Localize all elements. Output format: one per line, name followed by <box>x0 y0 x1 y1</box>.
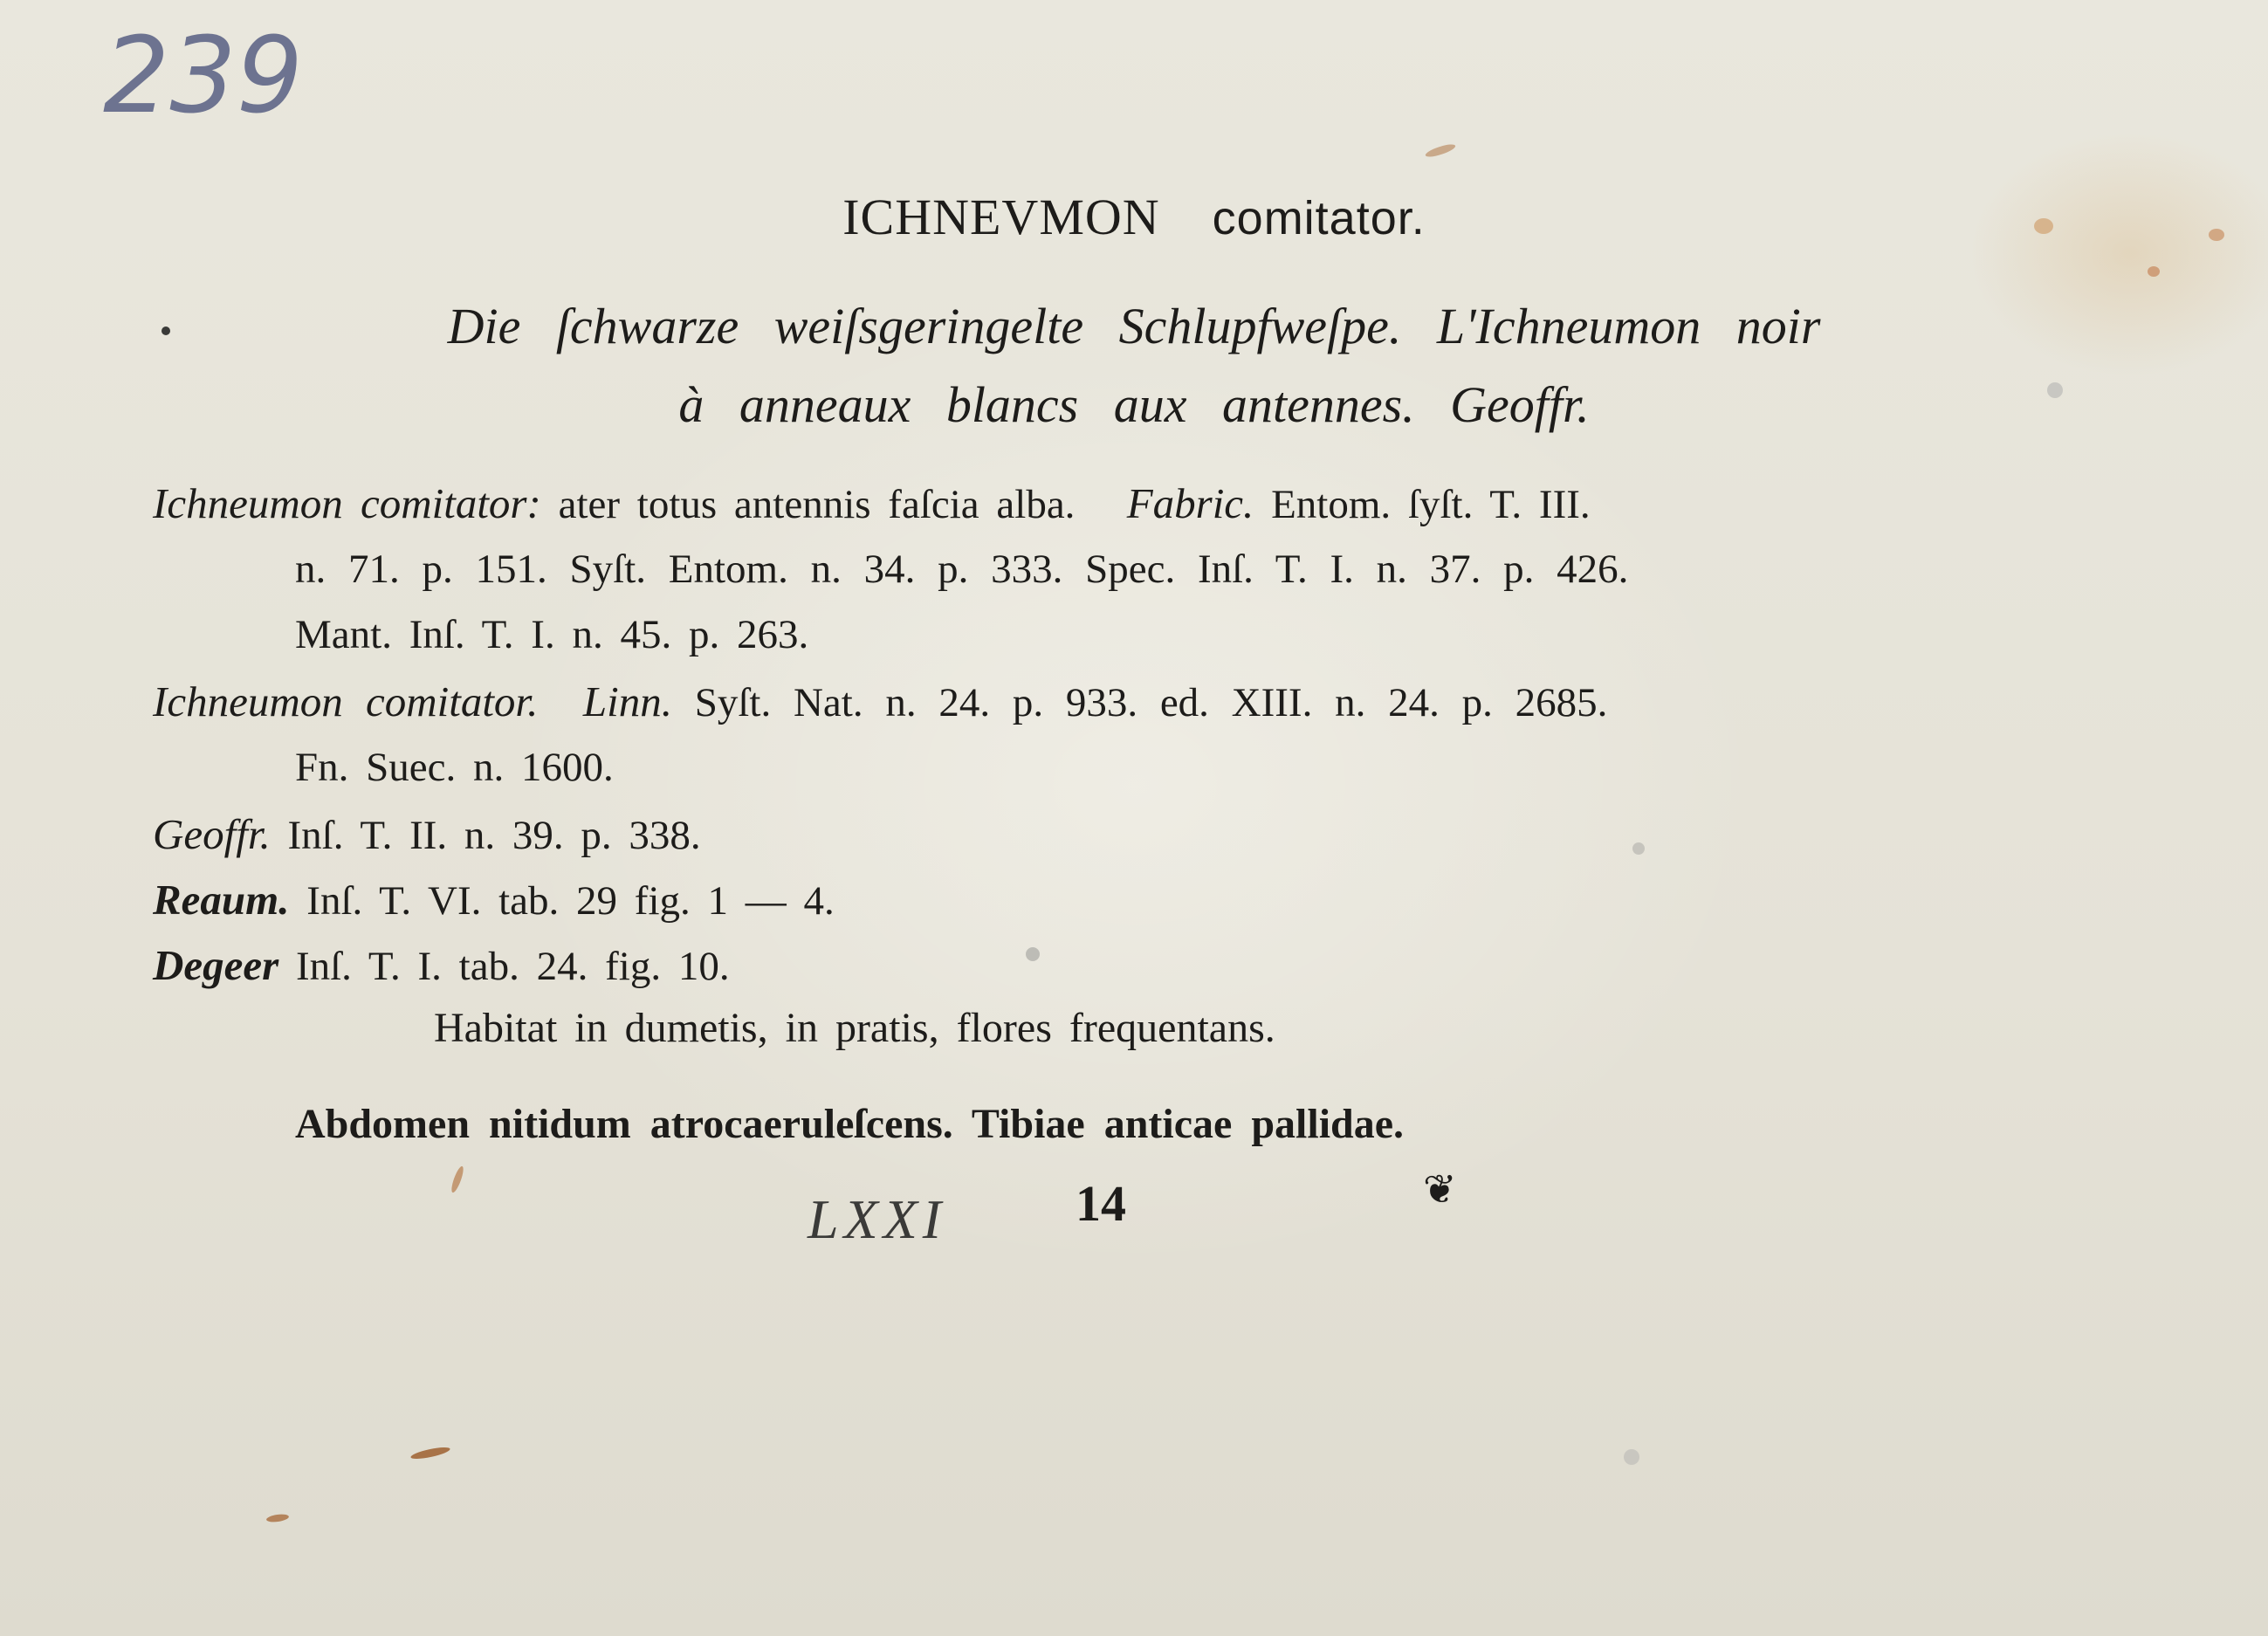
reference-degeer <box>153 940 730 990</box>
reference-text: Inſ. T. II. n. 39. p. 338. <box>287 813 701 858</box>
page-title <box>0 188 2268 246</box>
ornament-icon: ❦ <box>1423 1167 1457 1212</box>
paper-fleck <box>2148 266 2160 277</box>
reference-lead: Geoffr. <box>153 810 271 858</box>
reference-text: Entom. ſyſt. T. III. <box>1271 482 1591 527</box>
paper-fleck <box>450 1165 465 1194</box>
reference-text: Inſ. T. VI. tab. 29 fig. 1 — 4. <box>306 878 835 924</box>
title-species: comitator. <box>1212 192 1426 244</box>
paper-fleck <box>1624 1449 1639 1465</box>
page-number: 14 <box>1076 1175 1126 1232</box>
reference-fabricius <box>153 478 1591 528</box>
reference-lead: Ichneumon comitator. <box>153 677 539 725</box>
reference-lead: Reaum. <box>153 876 290 924</box>
reference-text: Syſt. Nat. n. 24. p. 933. ed. XIII. n. 24. p. 2685. <box>694 680 1608 725</box>
reference-lead: Degeer <box>153 941 279 989</box>
reference-linnaeus <box>153 677 1607 726</box>
reference-lead: Ichneumon comitator: <box>153 479 541 527</box>
reference-author: Fabric. <box>1126 479 1254 527</box>
paper-fleck <box>1632 842 1645 855</box>
reference-line: n. 71. p. 151. Syſt. Entom. n. 34. p. 333. Spec. Inſ. T. I. n. 37. p. 426. <box>295 546 1629 592</box>
reference-line: Fn. Suec. n. 1600. <box>295 745 614 790</box>
title-genus: ICHNEVMON <box>842 189 1160 245</box>
reference-reaumur <box>153 875 835 925</box>
reference-line: Mant. Inſ. T. I. n. 45. p. 263. <box>295 612 809 657</box>
reference-author: Linn. <box>582 677 672 725</box>
habitat-text: Habitat in dumetis, in pratis, flores frequentans. <box>434 1005 1275 1051</box>
paper-fleck <box>1424 142 1456 160</box>
description-text: Abdomen nitidum atrocaeruleſcens. Tibiae anticae pallidae. <box>295 1101 1405 1147</box>
paper-fleck <box>410 1445 451 1461</box>
plate-number: LXXI <box>808 1188 947 1250</box>
handwritten-number: 239 <box>103 16 304 137</box>
paper-fleck <box>266 1513 290 1523</box>
paper-fleck <box>1026 947 1040 961</box>
reference-geoffroy <box>153 809 701 859</box>
reference-text: ater totus antennis faſcia alba. <box>558 482 1076 527</box>
vernacular-line-2: à anneaux blancs aux antennes. Geoffr. <box>678 376 1590 433</box>
vernacular-line-1: Die ſchwarze weiſsgeringelte Schlupfweſpe. L'Ichneumon noir <box>447 298 1821 354</box>
reference-text: Inſ. T. I. tab. 24. fig. 10. <box>295 944 730 989</box>
